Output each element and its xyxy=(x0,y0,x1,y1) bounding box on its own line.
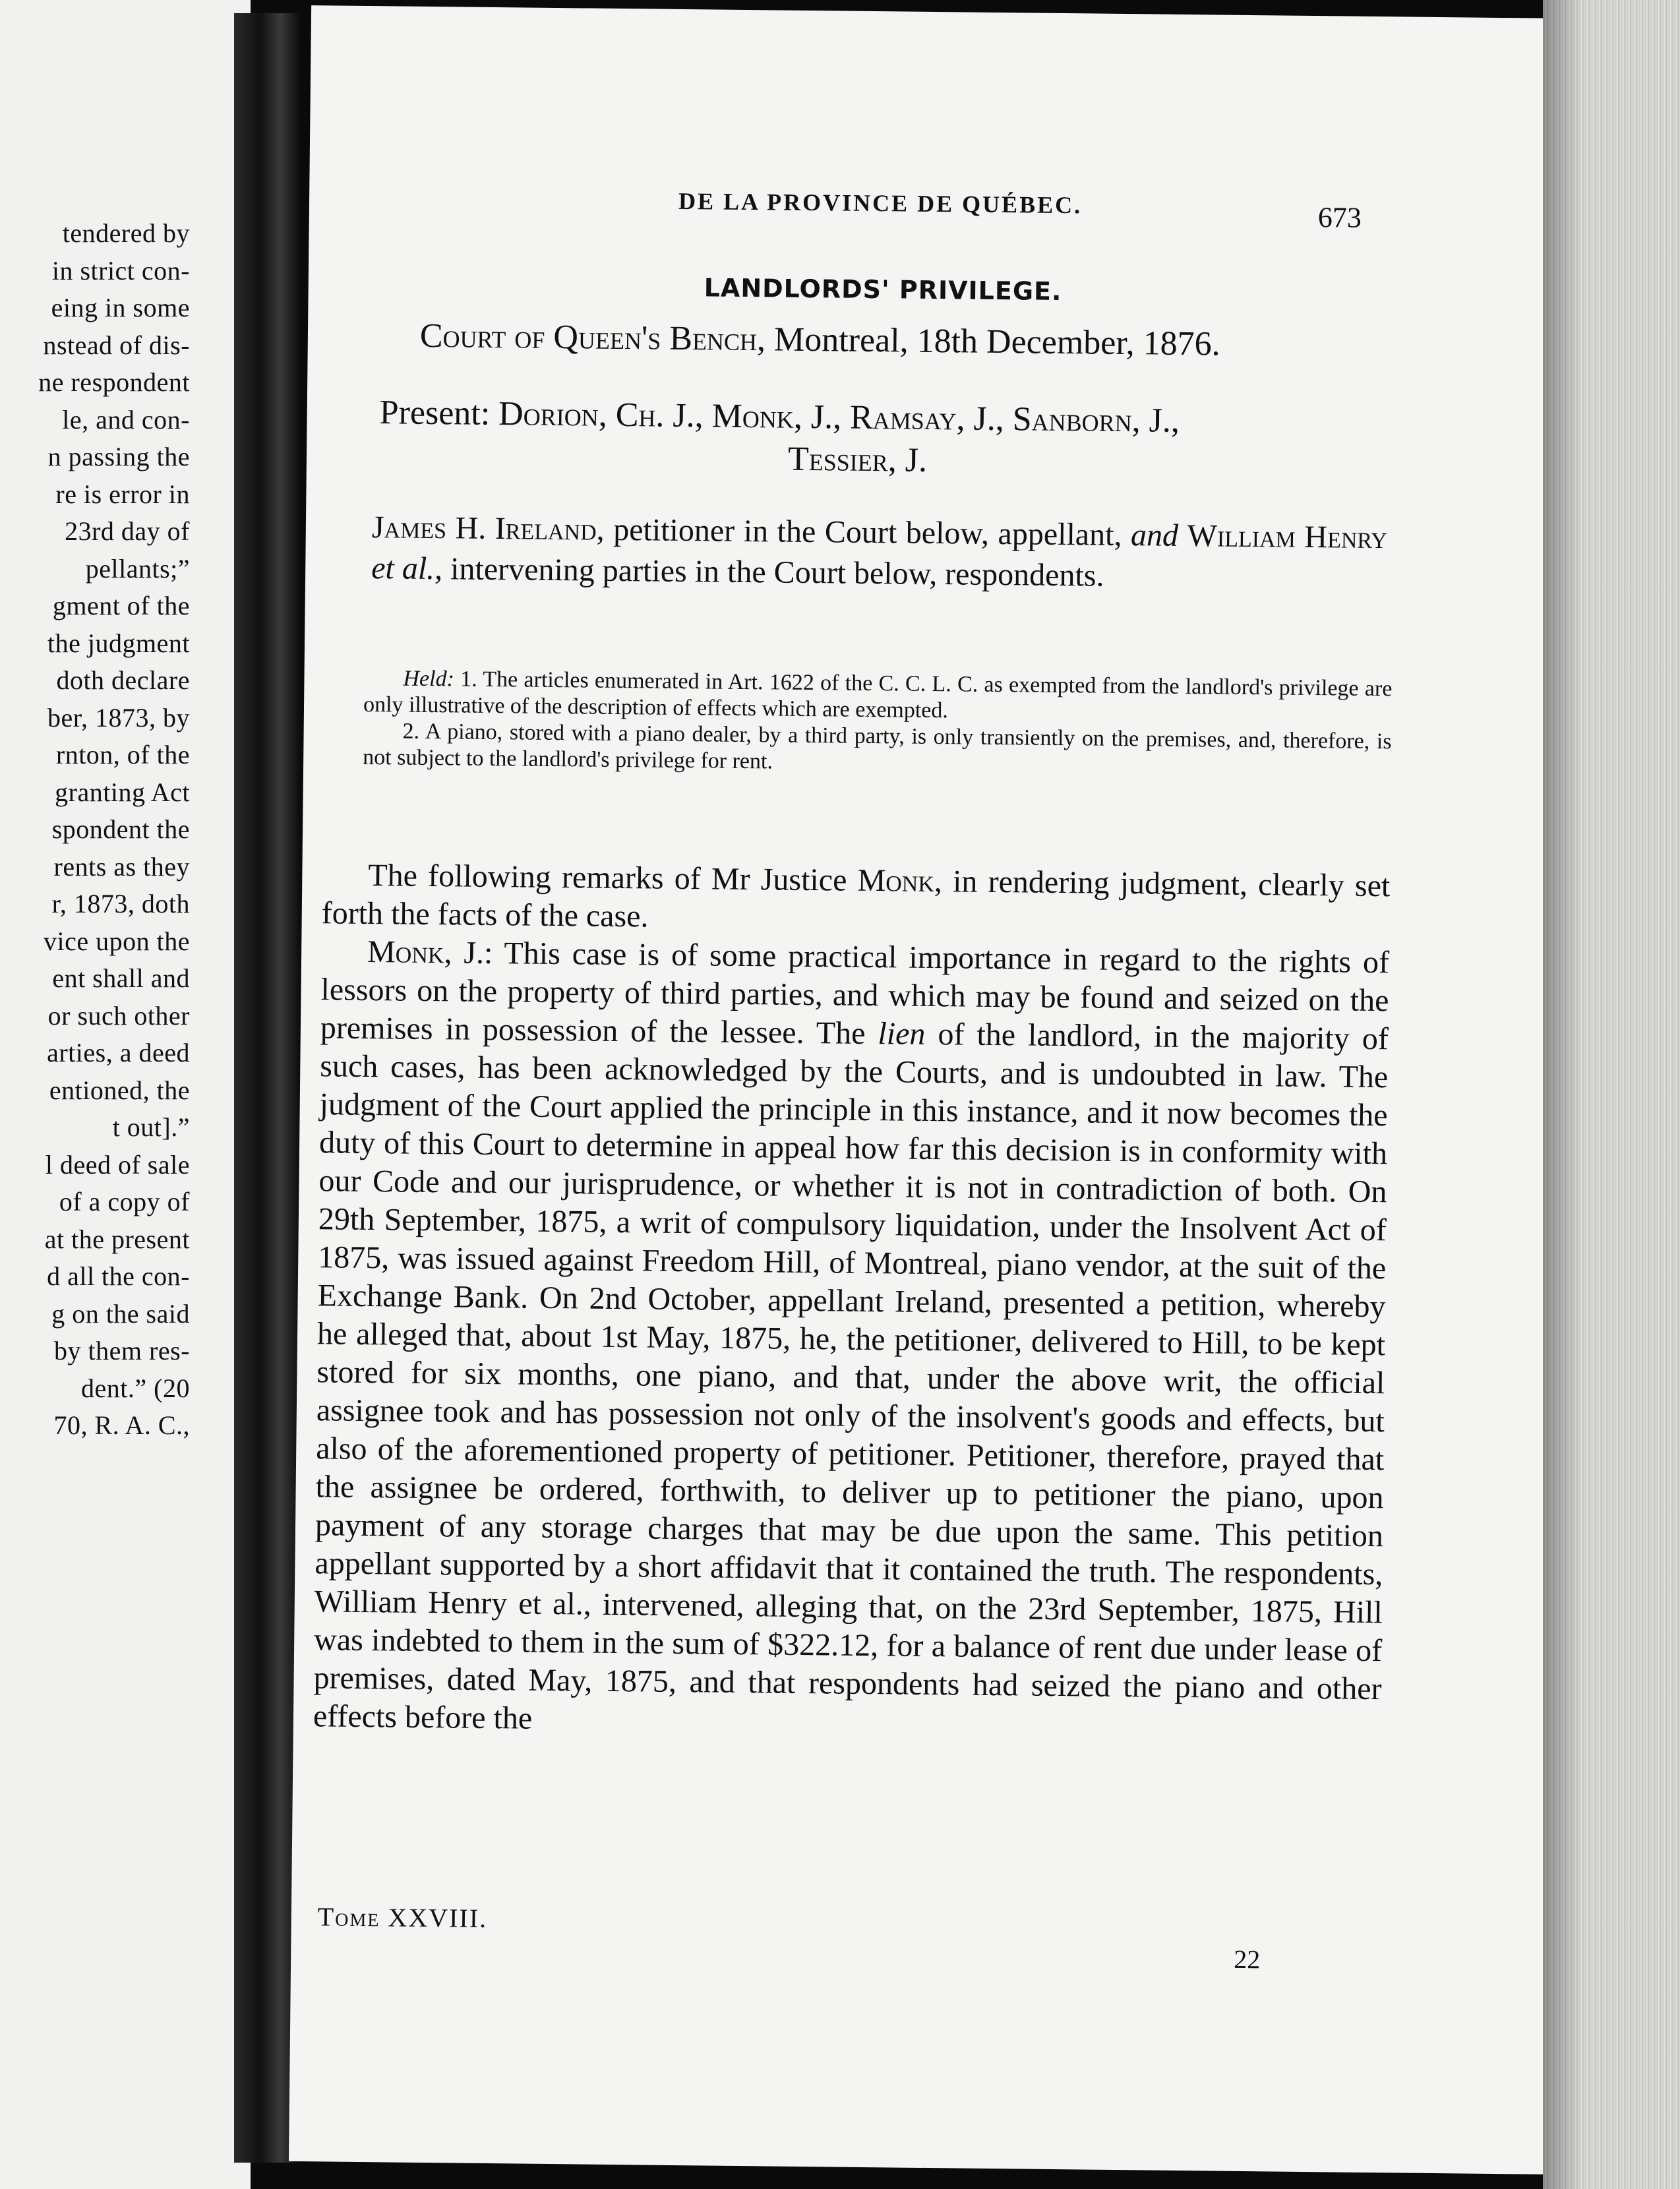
et-al: et al., xyxy=(371,551,443,587)
left-page-line: g on the said xyxy=(51,1298,190,1329)
left-page-line: or such other xyxy=(47,1000,190,1031)
held-point-2: 2. A piano, stored with a piano dealer, by a third party, is only transiently on the premises, and, therefore, is not subject to the landlord's privilege for rent. xyxy=(363,719,1392,774)
left-page-line: the judgment xyxy=(47,628,190,658)
left-page-line: vice upon the xyxy=(44,926,190,956)
left-page-line: 23rd day of xyxy=(65,516,190,546)
left-page-line: r, 1873, doth xyxy=(51,889,190,918)
respondent-desc: intervening parties in the Court below, respondents. xyxy=(442,551,1104,593)
left-page-line: nstead of dis- xyxy=(43,330,190,360)
left-page-line: in strict con- xyxy=(51,255,190,285)
appellant-name: James H. Ireland, xyxy=(371,510,605,547)
left-page xyxy=(0,0,251,2189)
present-label: Present: xyxy=(379,394,491,433)
left-page-line: 70, R. A. C., xyxy=(53,1410,190,1440)
page-edge-shadow xyxy=(1543,0,1582,2189)
left-page-line: re is error in xyxy=(55,479,190,509)
left-page-line: rnton, of the xyxy=(55,740,190,769)
signature-mark: 22 xyxy=(1233,1944,1261,1975)
running-header: DE LA PROVINCE DE QUÉBEC. xyxy=(678,187,1083,219)
left-page-line: rents as they xyxy=(53,851,190,882)
left-page-line: t out].” xyxy=(112,1112,190,1142)
left-page-line: spondent the xyxy=(51,814,190,844)
court-place-date: Montreal, 18th December, 1876. xyxy=(765,320,1220,363)
left-page-line: dent.” (20 xyxy=(81,1373,190,1403)
left-page-line: le, and con- xyxy=(62,404,190,435)
left-page-line: eing in some xyxy=(51,293,190,322)
left-page-line: doth declare xyxy=(56,665,190,695)
right-page xyxy=(289,5,1574,2174)
left-page-line: entioned, the xyxy=(49,1075,190,1105)
justice-name: Monk, xyxy=(857,862,943,899)
present-line-2: Tessier, J. xyxy=(787,440,928,479)
appellant-desc: petitioner in the Court below, appellant, xyxy=(604,512,1131,553)
parties xyxy=(371,507,1387,599)
present-line-1: Dorion, Ch. J., Monk, J., Ramsay, J., Sanborn, J., xyxy=(489,394,1180,440)
held-point-1: 1. The articles enumerated in Art. 1622 of the C. C. L. C. as exempted from the landlord's privilege are only illustrative of the description of effects which are exempted. xyxy=(363,667,1393,723)
and-word: and xyxy=(1130,518,1179,553)
article-title: LANDLORDS' PRIVILEGE. xyxy=(704,273,1062,307)
book-gutter xyxy=(234,13,300,2163)
court-name: Court of Queen's Bench, xyxy=(419,316,766,359)
judge-label: Monk, J.: xyxy=(367,934,493,971)
left-page-line: pellants;” xyxy=(85,553,190,584)
tome-label: Tome XXVIII. xyxy=(317,1902,488,1934)
left-page-line: ne respondent xyxy=(38,367,190,397)
left-page-line: arties, a deed xyxy=(47,1038,190,1067)
left-page-line: d all the con- xyxy=(47,1261,190,1291)
left-page-line: at the present xyxy=(44,1224,190,1254)
left-page-line: ber, 1873, by xyxy=(47,702,190,733)
held-label: Held: xyxy=(403,666,455,692)
lien-word: lien xyxy=(878,1016,926,1052)
judgment-text xyxy=(313,856,1391,1747)
left-page-line: of a copy of xyxy=(59,1187,190,1216)
left-page-line: l deed of sale xyxy=(45,1149,190,1180)
left-page-line: n passing the xyxy=(47,442,190,471)
headnote xyxy=(363,665,1393,781)
opinion-paragraph: Monk, J.: This case is of some practical importance in regard to the rights of lessors on the property of third parties, and which may be found and seized on the premises in possession of the lessee. The lien of the landlord, in the majority of such cases, has been acknowledged by the Courts, and is undoubted in law. The judgment of the Court applied the principle in this instance, and it now becomes the duty of this Court to determine in appeal how far this decision is in conformity with our Code and our jurisprudence, or whether it is not in contradiction of both. On 29th September, 1875, a writ of compulsory liquidation, under the Insolvent Act of 1875, was issued against Freedom Hill, of Montreal, piano vendor, at the suit of the Exchange Bank. On 2nd October, appellant Ireland, presented a petition, whereby he alleged that, about 1st May, 1875, he, the petitioner, delivered to Hill, to be kept stored for six months, one piano, and that, under the above writ, the official assignee took and has possession not only of the insolvent's goods and effects, but also of the aforementioned property of petitioner. Petitioner, therefore, prayed that the assignee be ordered, forthwith, to deliver up to petitioner the piano, upon payment of any storage charges that may be due upon the same. This petition appellant supported by a short affidavit that it contained the truth. The respondents, William Henry et al., intervened, alleging that, on the 23rd September, 1875, Hill was indebted to them in the sum of $322.12, for a balance of rent due under lease of premises, dated May, 1875, and that respondents had seized the piano and other effects before the xyxy=(313,934,1390,1736)
left-page-line: gment of the xyxy=(52,591,190,620)
left-page-line: ent shall and xyxy=(52,963,190,993)
left-page-line: by them res- xyxy=(54,1336,190,1365)
intro-paragraph: The following remarks of Mr Justice Monk, in rendering judgment, clearly set forth the facts of the case. xyxy=(321,858,1391,934)
court-line xyxy=(420,316,1410,366)
present-judges xyxy=(379,392,1395,487)
page-number: 673 xyxy=(1317,201,1362,234)
left-page-line: granting Act xyxy=(55,777,190,807)
left-page-line: tendered by xyxy=(62,218,190,248)
respondent-name: William Henry xyxy=(1187,518,1388,556)
